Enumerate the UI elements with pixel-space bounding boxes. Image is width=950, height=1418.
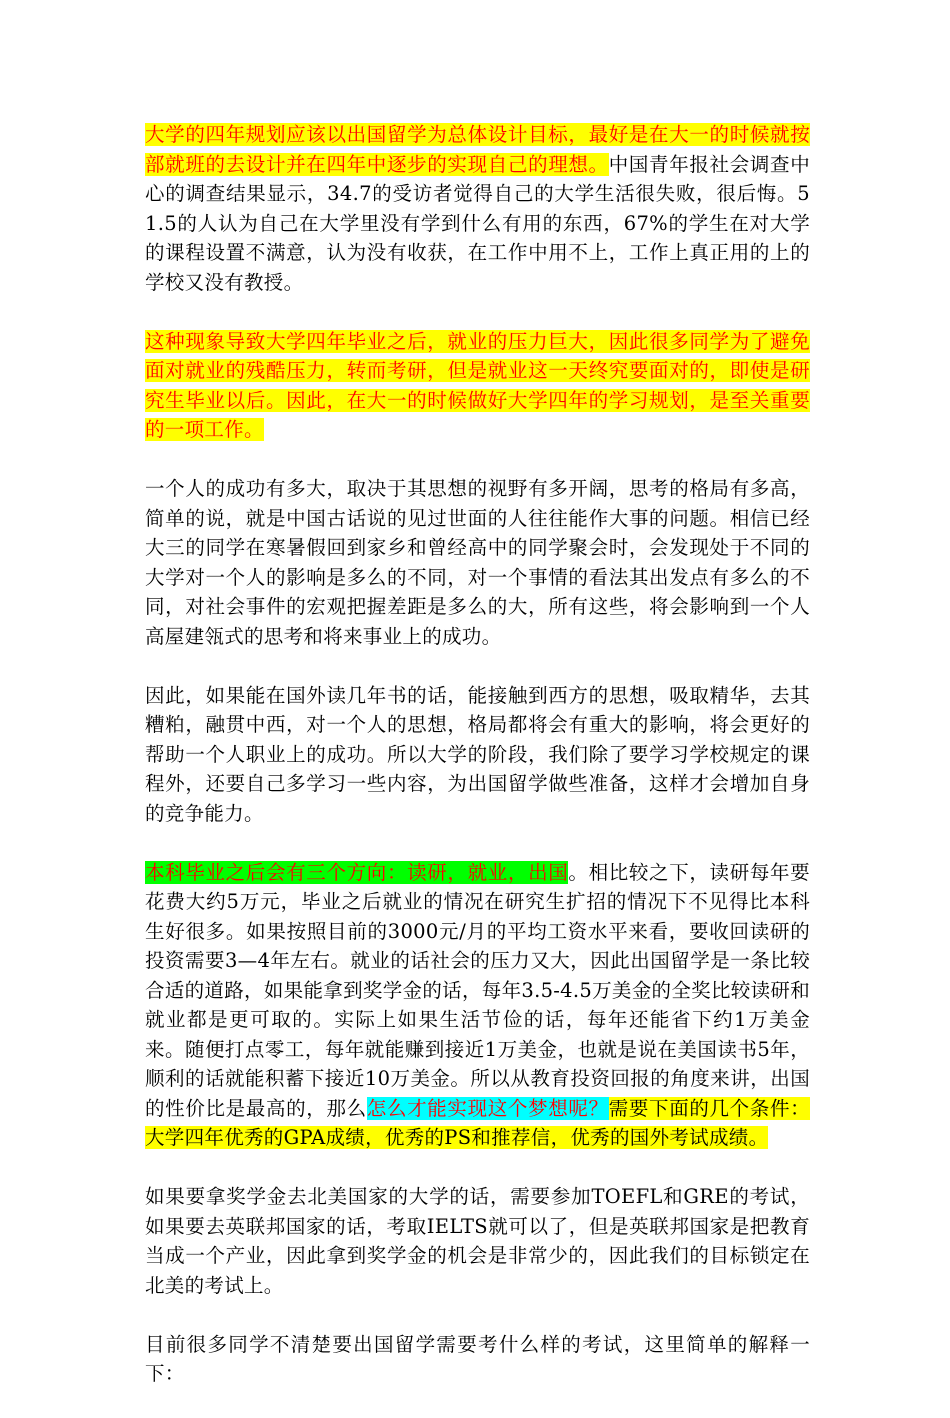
body-text: 一个人的成功有多大，取决于其思想的视野有多开阔，思考的格局有多高，简单的说，就是中国古话说的见过世面的人往往能作大事的问题。相信已经大三的同学在寒暑假回到家乡和曾经高中的同学聚会时，会发现处于不同的大学对一个人的影响是多么的不同，对一个事情的看法其出发点有多么的不同，对社会事件的宏观把握差距是多么的大，所有这些，将会影响到一个人高屋建瓴式的思考和将来事业上的成功。 [145, 477, 810, 648]
paragraph-exams-north-america [145, 1182, 810, 1300]
highlight-text: 怎么才能实现这个梦想呢？ [366, 1096, 609, 1120]
body-text: 因此，如果能在国外读几年书的话，能接触到西方的思想，吸取精华，去其糟粕，融贯中西，对一个人的思想，格局都将会有重大的影响，将会更好的帮助一个人职业上的成功。所以大学的阶段，我们除了要学习学校规定的课程外，还要自己多学习一些内容，为出国留学做些准备，这样才会增加自身的竞争能力。 [145, 683, 810, 825]
body-text: 中国青年报社会调查中心的调查结果显示，34.7的受访者觉得自己的大学生活很失败，很后悔。51.5的人认为自己在大学里没有学到什么有用的东西，67%的学生在对大学的课程设置不满意，认为没有收获，在工作中用不上，工作上真正用的上的学校又没有教授。 [145, 152, 810, 294]
body-text: 。相比较之下，读研每年要花费大约5万元，毕业之后就业的情况在研究生扩招的情况下不见得比本科生好很多。如果按照目前的3000元/月的平均工资水平来看，要收回读研的投资需要3—4年左右。就业的话社会的压力又大，因此出国留学是一条比较合适的道路，如果能拿到奖学金的话，每年3.5-4.5万美金的全奖比较读研和就业都是更可取的。实际上如果生活节俭的话，每年还能省下约1万美金来。随便打点零工，每年就能赚到接近1万美金，也就是说在美国读书5年，顺利的话就能积蓄下接近10万美金。所以从教育投资回报的角度来讲，出国的性价比是最高的，那么 [145, 860, 810, 1120]
highlight-text: 这种现象导致大学四年毕业之后，就业的压力巨大，因此很多同学为了避免面对就业的残酷压力，转而考研，但是就业这一天终究要面对的，即使是研究生毕业以后。因此，在大一的时候做好大学四年的学习规划，是至关重要的一项工作。 [145, 329, 810, 441]
paragraph-employment-pressure [145, 327, 810, 445]
paragraph-study-abroad-benefit [145, 681, 810, 829]
highlight-text: 大学的四年规划应该以出国留学为总体设计目标，最好是在大一的时候就按部就班的去设计并在四年中逐步的实现自己的理想。 [145, 123, 810, 176]
body-text: 目前很多同学不清楚要出国留学需要考什么样的考试，这里简单的解释一下： [145, 1332, 810, 1385]
highlight-text: 需要下面的几个条件：大学四年优秀的GPA成绩，优秀的PS和推荐信，优秀的国外考试成绩。 [145, 1096, 810, 1149]
body-text: 如果要拿奖学金去北美国家的大学的话，需要参加TOEFL和GRE的考试，如果要去英联邦国家的话，考取IELTS就可以了，但是英联邦国家是把教育当成一个产业，因此拿到奖学金的机会是非常少的，因此我们的目标锁定在北美的考试上。 [145, 1185, 810, 1297]
paragraph-three-directions [145, 858, 810, 1153]
paragraph-study-plan [145, 120, 810, 297]
paragraph-exam-intro [145, 1330, 810, 1389]
highlight-text: 本科毕业之后会有三个方向：读研，就业，出国 [145, 860, 569, 884]
paragraph-success-vision [145, 474, 810, 651]
document-page [145, 120, 810, 1418]
